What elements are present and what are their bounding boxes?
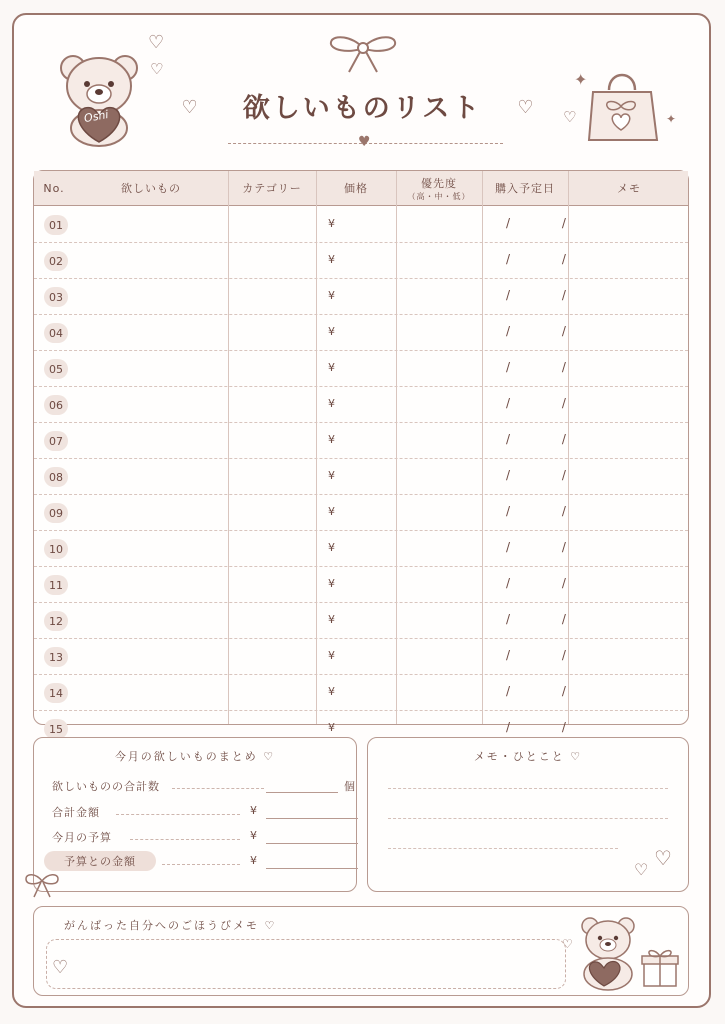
table-row[interactable] <box>34 350 688 387</box>
table-row[interactable] <box>34 386 688 423</box>
row-number: 07 <box>44 431 68 451</box>
row-number: 08 <box>44 467 68 487</box>
date-placeholder: / / <box>506 288 590 302</box>
gift-box-icon <box>640 946 680 988</box>
row-number: 04 <box>44 323 68 343</box>
row-number: 13 <box>44 647 68 667</box>
page-title: 欲しいものリスト <box>242 93 483 124</box>
sparkle-icon: ✦ <box>574 70 588 89</box>
price-yen-sign: ¥ <box>328 685 335 698</box>
date-placeholder: / / <box>506 720 590 734</box>
teddy-bear-with-heart-icon <box>574 912 646 992</box>
row-number: 01 <box>44 215 68 235</box>
row-number: 14 <box>44 683 68 703</box>
reward-memo-area[interactable] <box>46 939 566 989</box>
reward-title: がんばった自分へのごほうびメモ ♡ <box>64 919 277 932</box>
yen-sign: ¥ <box>250 829 258 842</box>
date-placeholder: / / <box>506 468 590 482</box>
date-placeholder: / / <box>506 540 590 554</box>
table-row[interactable] <box>34 458 688 495</box>
table-row[interactable] <box>34 602 688 639</box>
col-priority-label: 優先度 <box>421 176 457 190</box>
col-priority <box>396 171 482 205</box>
col-purchase-date: 購入予定日 <box>495 182 555 195</box>
col-priority-sub: （高・中・低） <box>407 191 471 201</box>
price-yen-sign: ¥ <box>328 577 335 590</box>
summary-diff-row <box>34 854 342 872</box>
col-no: No. <box>43 181 65 195</box>
heart-icon: ♡ <box>181 97 198 118</box>
price-yen-sign: ¥ <box>328 505 335 518</box>
row-number: 15 <box>44 719 68 739</box>
date-placeholder: / / <box>506 648 590 662</box>
heart-icon: ♡ <box>563 108 577 126</box>
table-row[interactable] <box>34 494 688 531</box>
date-placeholder: / / <box>506 684 590 698</box>
row-number: 02 <box>44 251 68 271</box>
price-yen-sign: ¥ <box>328 721 335 734</box>
price-yen-sign: ¥ <box>328 325 335 338</box>
ribbon-icon <box>325 32 401 74</box>
date-placeholder: / / <box>506 252 590 266</box>
date-placeholder: / / <box>506 612 590 626</box>
date-placeholder: / / <box>506 216 590 230</box>
table-row[interactable] <box>34 674 688 711</box>
table-row[interactable] <box>34 422 688 459</box>
price-yen-sign: ¥ <box>328 541 335 554</box>
heart-icon: ♡ <box>517 97 534 118</box>
row-number: 06 <box>44 395 68 415</box>
table-row[interactable] <box>34 278 688 315</box>
date-placeholder: / / <box>506 504 590 518</box>
heart-icon: ♡ <box>634 860 649 879</box>
memo-title: メモ・ひとこと ♡ <box>473 750 583 763</box>
summary-budget-row <box>52 829 342 847</box>
yen-sign: ¥ <box>250 854 258 867</box>
summary-count-label: 欲しいものの合計数 <box>52 780 160 793</box>
price-yen-sign: ¥ <box>328 217 335 230</box>
table-row[interactable] <box>34 638 688 675</box>
row-number: 12 <box>44 611 68 631</box>
price-yen-sign: ¥ <box>328 397 335 410</box>
summary-title: 今月の欲しいものまとめ ♡ <box>114 750 276 763</box>
price-yen-sign: ¥ <box>328 469 335 482</box>
heart-icon: ♡ <box>150 60 164 78</box>
heart-icon: ♥ <box>358 134 371 150</box>
heart-icon: ♡ <box>52 957 69 978</box>
table-row[interactable] <box>34 566 688 603</box>
price-yen-sign: ¥ <box>328 613 335 626</box>
col-memo: メモ <box>617 182 641 195</box>
summary-count-unit: 個 <box>344 780 356 793</box>
summary-box <box>33 737 357 892</box>
date-placeholder: / / <box>506 432 590 446</box>
summary-budget-label: 今月の予算 <box>52 831 112 844</box>
row-number: 11 <box>44 575 68 595</box>
price-yen-sign: ¥ <box>328 433 335 446</box>
table-row[interactable] <box>34 314 688 351</box>
row-number: 05 <box>44 359 68 379</box>
row-number: 09 <box>44 503 68 523</box>
price-yen-sign: ¥ <box>328 289 335 302</box>
col-category: カテゴリー <box>242 182 302 195</box>
sparkle-icon: ✦ <box>666 112 677 126</box>
table-row[interactable] <box>34 206 688 243</box>
price-yen-sign: ¥ <box>328 253 335 266</box>
price-yen-sign: ¥ <box>328 649 335 662</box>
bear-heart-label: Oshi <box>83 107 110 126</box>
summary-diff-label: 予算との金額 <box>44 851 156 871</box>
row-number: 10 <box>44 539 68 559</box>
date-placeholder: / / <box>506 360 590 374</box>
table-header <box>34 171 688 206</box>
wishlist-table <box>33 170 689 736</box>
ribbon-icon <box>24 873 60 899</box>
row-number: 03 <box>44 287 68 307</box>
yen-sign: ¥ <box>250 804 258 817</box>
col-price: 価格 <box>344 182 368 195</box>
date-placeholder: / / <box>506 576 590 590</box>
memo-box <box>367 737 689 892</box>
table-row[interactable] <box>34 242 688 279</box>
table-row[interactable] <box>34 530 688 567</box>
date-placeholder: / / <box>506 396 590 410</box>
heart-icon: ♡ <box>562 937 573 951</box>
summary-count-row <box>52 778 356 796</box>
col-item: 欲しいもの <box>121 182 181 195</box>
heart-icon: ♡ <box>654 846 672 870</box>
summary-total-label: 合計金額 <box>52 806 100 819</box>
price-yen-sign: ¥ <box>328 361 335 374</box>
date-placeholder: / / <box>506 324 590 338</box>
heart-icon: ♡ <box>148 32 165 53</box>
summary-total-row <box>52 804 342 822</box>
